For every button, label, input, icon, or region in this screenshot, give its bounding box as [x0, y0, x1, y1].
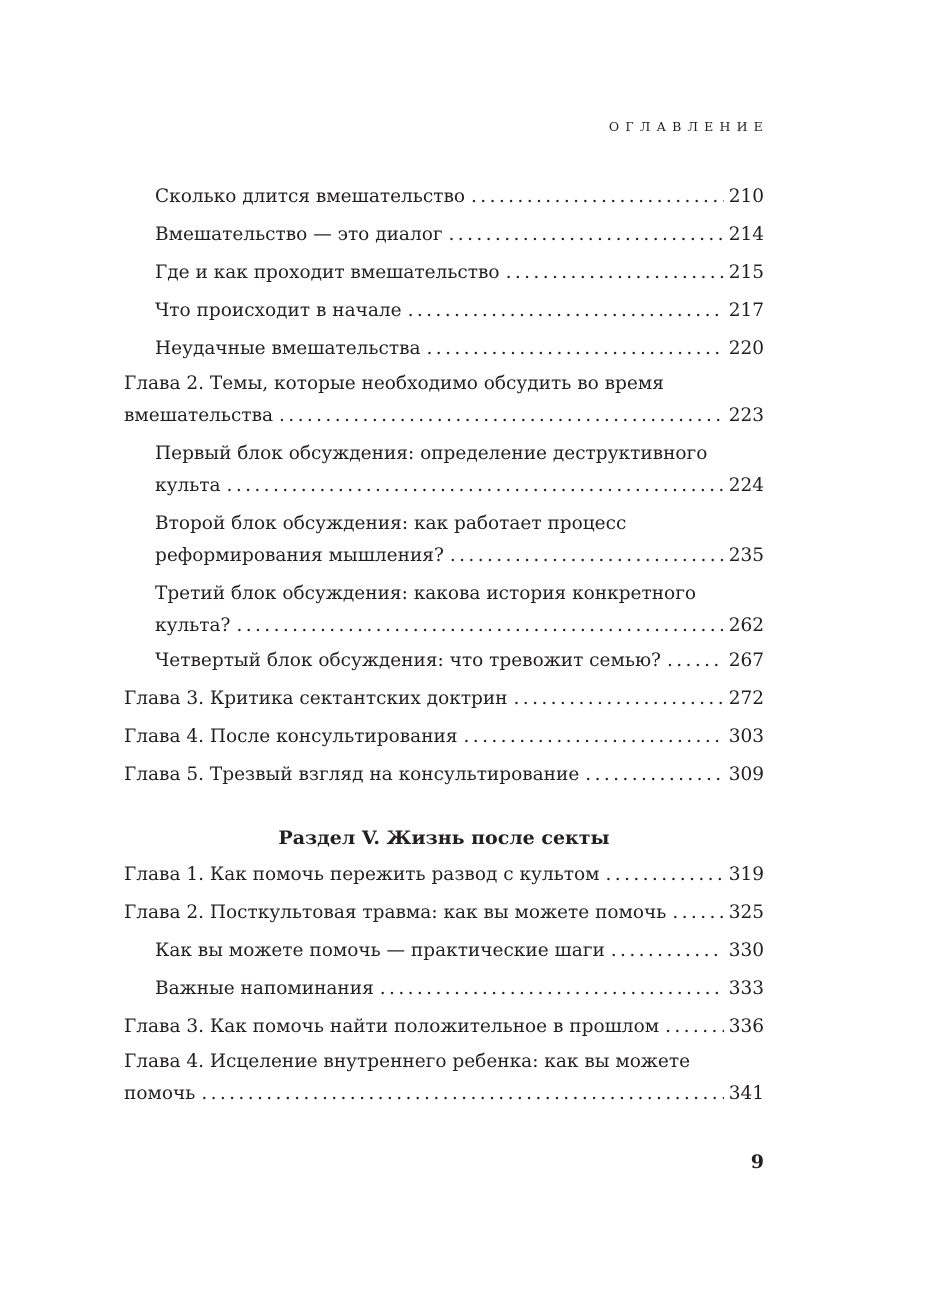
- section-heading: Раздел V. Жизнь после секты: [278, 827, 610, 849]
- toc-entry-page: 336: [728, 1016, 764, 1037]
- toc-entry-title: Глава 3. Критика сектантских доктрин: [124, 688, 508, 709]
- toc-entry[interactable]: [124, 856, 764, 894]
- toc-entry-title-line2: культа?: [155, 615, 231, 636]
- toc-entry-title-line1: Глава 4. Исцеление внутреннего ребенка: как вы можете: [124, 1051, 691, 1072]
- toc-entry-title: Глава 1. Как помочь пережить развод с культом: [124, 864, 600, 885]
- toc-entry-page: 309: [728, 764, 764, 785]
- toc-entry[interactable]: [124, 756, 764, 794]
- toc-entry-title: Глава 5. Трезвый взгляд на консультирование: [124, 764, 580, 785]
- toc-entry-title-line1: Второй блок обсуждения: как работает процесс: [155, 513, 627, 534]
- dot-leader: [585, 766, 723, 785]
- toc-entry[interactable]: [124, 932, 764, 970]
- toc-entry-page: 330: [728, 940, 764, 961]
- toc-entry-title: Что происходит в начале: [155, 300, 402, 321]
- toc-entry-page: 267: [728, 650, 764, 671]
- dot-leader: [471, 188, 724, 207]
- toc-entry-page: 333: [728, 978, 764, 999]
- toc-entry-page: 341: [728, 1083, 764, 1104]
- dot-leader: [665, 1018, 724, 1037]
- toc-entry-title: Четвертый блок обсуждения: что тревожит семью?: [155, 650, 661, 671]
- dot-leader: [464, 728, 724, 747]
- toc-entry-page: 217: [728, 300, 764, 321]
- toc-entry[interactable]: [124, 718, 764, 756]
- toc-entry-page: 214: [728, 224, 764, 245]
- toc-entry[interactable]: [124, 330, 764, 368]
- running-head: ОГЛАВЛЕНИЕ: [608, 119, 769, 134]
- dot-leader: [408, 302, 724, 321]
- toc-entry-title: Неудачные вмешательства: [155, 338, 421, 359]
- dot-leader: [427, 340, 724, 359]
- toc-list-bottom: [124, 856, 764, 1110]
- dot-leader: [236, 617, 723, 636]
- toc-entry-title-line2: реформирования мышления?: [155, 545, 444, 566]
- toc-entry-page: 223: [728, 405, 764, 426]
- dot-leader: [611, 942, 724, 961]
- toc-entry-title-line2: вмешательства: [124, 405, 274, 426]
- toc-entry-title: Глава 2. Посткультовая травма: как вы можете помочь: [124, 902, 667, 923]
- toc-entry[interactable]: [124, 970, 764, 1008]
- dot-leader: [380, 980, 724, 999]
- dot-leader: [514, 690, 724, 709]
- dot-leader: [672, 904, 723, 923]
- page-number: 9: [750, 1151, 764, 1173]
- toc-entry[interactable]: [124, 680, 764, 718]
- dot-leader: [667, 652, 724, 671]
- toc-entry-title: Глава 3. Как помочь найти положительное в прошлом: [124, 1016, 660, 1037]
- dot-leader: [279, 407, 724, 426]
- toc-entry-title: Как вы можете помочь — практические шаги: [155, 940, 605, 961]
- toc-entry-title: Важные напоминания: [155, 978, 374, 999]
- dot-leader: [606, 866, 724, 885]
- toc-entry-title: Глава 4. После консультирования: [124, 726, 458, 747]
- toc-entry-title: Где и как проходит вмешательство: [155, 262, 500, 283]
- toc-entry-title-line2: помочь: [124, 1083, 196, 1104]
- toc-entry-title-line1: Глава 2. Темы, которые необходимо обсудить во время: [124, 373, 664, 394]
- dot-leader: [449, 226, 724, 245]
- toc-entry-multiline[interactable]: [124, 508, 764, 572]
- toc-entry[interactable]: [124, 642, 764, 680]
- toc-entry-multiline[interactable]: [124, 578, 764, 642]
- toc-entry-page: 210: [728, 186, 764, 207]
- toc-entry-title-line1: Первый блок обсуждения: определение деструктивного: [155, 443, 708, 464]
- toc-entry-page: 319: [728, 864, 764, 885]
- toc-entry-page: 235: [728, 545, 764, 566]
- toc-entry-multiline[interactable]: [124, 438, 764, 502]
- toc-list-top: [124, 178, 764, 794]
- dot-leader: [506, 264, 724, 283]
- dot-leader: [227, 477, 724, 496]
- toc-entry-page: 215: [728, 262, 764, 283]
- toc-entry-page: 272: [728, 688, 764, 709]
- dot-leader: [201, 1085, 723, 1104]
- toc-entry-title: Сколько длится вмешательство: [155, 186, 466, 207]
- toc-entry-multiline[interactable]: [124, 1046, 764, 1110]
- toc-entry-title: Вмешательство — это диалог: [155, 224, 443, 245]
- toc-entry-page: 220: [728, 338, 764, 359]
- dot-leader: [450, 547, 724, 566]
- toc-entry[interactable]: [124, 1008, 764, 1046]
- toc-entry[interactable]: [124, 178, 764, 216]
- toc-entry-title-line1: Третий блок обсуждения: какова история конкретного: [155, 583, 697, 604]
- toc-entry[interactable]: [124, 894, 764, 932]
- toc-entry-title-line2: культа: [155, 475, 221, 496]
- toc-entry-page: 224: [728, 475, 764, 496]
- toc-entry[interactable]: [124, 292, 764, 330]
- toc-entry[interactable]: [124, 254, 764, 292]
- toc-entry-page: 325: [728, 902, 764, 923]
- toc-entry-page: 262: [728, 615, 764, 636]
- toc-entry[interactable]: [124, 216, 764, 254]
- toc-entry-page: 303: [728, 726, 764, 747]
- toc-entry-multiline[interactable]: [124, 368, 764, 432]
